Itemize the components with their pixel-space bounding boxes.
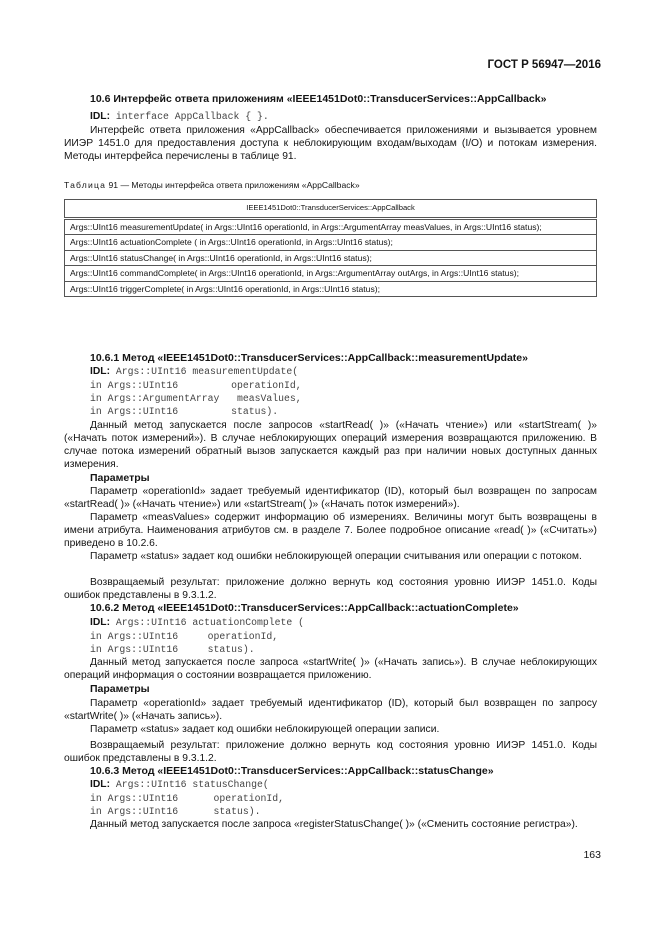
section-10-6-2-title: 10.6.2 Метод «IEEE1451Dot0::TransducerServices::AppCallback::actuationComplete» — [90, 602, 519, 614]
idl-parameters-10-6-2: in Args::UInt16 operationId, in Args::UInt16 status). — [90, 631, 279, 655]
idl-code: interface AppCallback { }. — [110, 111, 269, 122]
table-row: Args::UInt16 commandComplete( in Args::UInt16 operationId, in Args::ArgumentArray outArgs, in Args::UInt16 status); — [65, 266, 597, 282]
parameters-heading: Параметры — [90, 472, 150, 484]
idl-line-10-6-2 — [90, 617, 304, 628]
idl-parameters-10-6-1: in Args::UInt16 operationId, in Args::ArgumentArray measValues, in Args::UInt16 status). — [90, 380, 302, 417]
section-10-6-paragraph: Интерфейс ответа приложения «AppCallback» обеспечивается приложениями и вызывается уровнем ИИЭР 1451.0 для предоставления доступа к неблокирующим входам/выходам (I/O) и потокам измерения. Методы интерфейса перечислены в таблице 91. — [64, 125, 597, 162]
section-10-6-1-title: 10.6.1 Метод «IEEE1451Dot0::TransducerServices::AppCallback::measurementUpdate» — [90, 352, 528, 364]
idl-label: IDL — [90, 111, 107, 122]
idl-code: Args::UInt16 statusChange( — [110, 779, 269, 790]
idl-parameters-10-6-3: in Args::UInt16 operationId, in Args::UInt16 status). — [90, 793, 285, 817]
section-10-6-1-paragraph: Данный метод запускается после запросов «startRead( )» («Начать чтение») или «startStream( )» («Начать поток измерений»). В случае неблокирующих операций измерения возвращаются приложению. В случае потока измерений обратный вызов запускается каждый раз при наличии новых доступных данных измерения. — [64, 420, 597, 470]
idl-label: IDL — [90, 617, 107, 628]
table-header-cell: IEEE1451Dot0::TransducerServices::AppCallback — [65, 200, 597, 219]
idl-colon: : — [106, 779, 111, 790]
section-10-6-3-paragraph: Данный метод запускается после запроса «registerStatusChange( )» («Сменить состояние регистра»). — [90, 819, 578, 830]
table-row: Args::UInt16 actuationComplete ( in Args::UInt16 operationId, in Args::UInt16 status); — [65, 235, 597, 251]
idl-line-10-6-3 — [90, 779, 269, 790]
methods-table — [64, 199, 597, 297]
idl-colon: : — [106, 617, 111, 628]
section-10-6-title: 10.6 Интерфейс ответа приложениям «IEEE1451Dot0::TransducerServices::AppCallback» — [90, 93, 547, 105]
idl-label: IDL — [90, 366, 107, 377]
page-number: 163 — [583, 849, 601, 861]
return-value: Возвращаемый результат: приложение должно вернуть код состояния уровню ИИЭР 1451.0. Коды ошибок представлены в 9.3.1.2. — [64, 577, 597, 601]
idl-label: IDL — [90, 779, 107, 790]
idl-code: Args::UInt16 actuationComplete ( — [110, 617, 305, 628]
return-value: Возвращаемый результат: приложение должно вернуть код состояния уровню ИИЭР 1451.0. Коды ошибок представлены в 9.3.1.2. — [64, 740, 597, 764]
table-row: Args::UInt16 triggerComplete( in Args::UInt16 operationId, in Args::UInt16 status); — [65, 281, 597, 297]
parameters-heading: Параметры — [90, 683, 150, 695]
param-operationid: Параметр «operationId» задает требуемый идентификатор (ID), который был возвращен по запросу «startWrite( )» («Начать запись»). — [64, 698, 597, 722]
idl-colon: : — [106, 111, 111, 122]
table-row: Args::UInt16 statusChange( in Args::UInt16 operationId, in Args::UInt16 status); — [65, 250, 597, 266]
param-operationid: Параметр «operationId» задает требуемый идентификатор (ID), который был возвращен по запросам «startRead( )» («Начать чтение») или «startStream( )» («Начать поток измерений»). — [64, 486, 597, 510]
idl-line-10-6-1 — [90, 366, 298, 377]
idl-line-10-6 — [90, 111, 269, 122]
param-status: Параметр «status» задает код ошибки неблокирующей операции считывания или операции с потоком. — [90, 551, 582, 562]
idl-code: Args::UInt16 measurementUpdate( — [110, 366, 299, 377]
param-status: Параметр «status» задает код ошибки неблокирующей операции записи. — [90, 724, 440, 735]
param-measvalues: Параметр «measValues» содержит информацию об измерениях. Величины могут быть возвращены в имени атрибута. Наименования атрибутов см. в разделе 7. Более подробное описание «read( )» («Считать») приведено в 10.2.6. — [64, 512, 597, 549]
idl-colon: : — [106, 366, 111, 377]
section-10-6-2-paragraph: Данный метод запускается после запроса «startWrite( )» («Начать запись»). В случае неблокирующих операций информация о состоянии возвращается приложению. — [64, 657, 597, 681]
table-caption-text: 91 — Методы интерфейса ответа приложениям «AppCallback» — [106, 180, 360, 190]
standard-number: ГОСТ Р 56947—2016 — [487, 59, 601, 71]
table-row: Args::UInt16 measurementUpdate( in Args::UInt16 operationId, in Args::ArgumentArray measValues, in Args::UInt16 status); — [65, 218, 597, 235]
section-10-6-3-title: 10.6.3 Метод «IEEE1451Dot0::TransducerServices::AppCallback::statusChange» — [90, 765, 494, 777]
table-caption — [64, 180, 360, 190]
table-caption-prefix: Таблица — [64, 180, 107, 190]
